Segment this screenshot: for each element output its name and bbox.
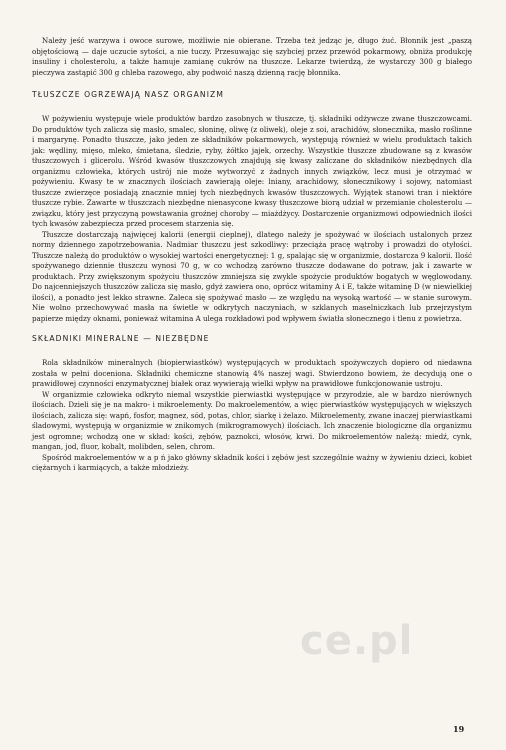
minerals-paragraph-1: Rola składników mineralnych (biopierwiastków) występujących w produktach spożywczych dopiero od niedawna została w pełni doceniona. Składniki chemiczne stanowią 4% naszej wagi. Stwierdzono bowiem, że decydują one o prawidłowej czynności enzymatycznej białek oraz wywierają wielki wpływ na prawidłowe funkcjonowanie ustroju.	[32, 358, 472, 388]
section-heading-fats: TŁUSZCZE OGRZEWAJĄ NASZ ORGANIZM	[32, 90, 224, 99]
watermark: ce.pl	[300, 618, 414, 664]
minerals-paragraph-3: Spośród makroelementów w a p ń jako główny składnik kości i zębów jest szczególnie ważny w żywieniu dzieci, kobiet ciężarnych i karmiących, a także młodzieży.	[32, 452, 472, 472]
minerals-paragraph-2: W organizmie człowieka odkryto niemal wszystkie pierwiastki występujące w przyrodzie, ale w bardzo nierównych ilościach. Dzieli się je na makro- i mikroelementy. Do makroelementów, a więc pierwiastków występujących w większych ilościach, zalicza się: wapń, fosfor, magnez, sód, potas, chlor, siarkę i żelazo. Mikroelementy, zwane inaczej pierwiastkami śladowymi, występują w organizmie w znikomych (mikrogramowych) ilościach. Ich znaczenie biologiczne dla organizmu jest ogromne; wchodzą one w skład: kości, zębów, paznokci, włosów, krwi. Do mikroelementów należą: miedź, cynk, mangan, jod, fluor, kobalt, molibden, selen, chrom.	[32, 389, 472, 451]
fats-paragraph-1: W pożywieniu występuje wiele produktów bardzo zasobnych w tłuszcze, tj. składniki odżywcze zwane tłuszczowcami. Do produktów tych zalicza się masło, smalec, słoninę, oliwę (z oliwek), oleje z soi, arachidów, słonecznika, masło roślinne i margarynę. Ponadto tłuszcze, jako jeden ze składników pokarmowych, występują również w wielu produktach takich jak: wędliny, mięso, mleko, śmietana, śledzie, ryby, żółtko jajek, orzechy. Wszystkie tłuszcze zbudowane są z kwasów tłuszczowych i glicerolu. Wśród kwasów tłuszczowych znajdują się kwasy zaliczane do składników niezbędnych dla organizmu człowieka, których ustrój nie może wytworzyć z żadnych innych związków, lecz musi je otrzymać w pożywieniu. Kwasy te w znacznych ilościach zawierają oleje: lniany, arachidowy, słonecznikowy i sojowy, natomiast tłuszcze zwierzęce posiadają znacznie mniej tych niezbędnych kwasów tłuszczowych. Wyjątek stanowi tran i niektóre tłuszcze rybie. Zawarte w tłuszczach niezbędne nienasycone kwasy tłuszczowe biorą udział w przemianie cholesterolu — związku, który jest przyczyną powstawania groźnej choroby — miażdżycy. Dostarczenie organizmowi odpowiednich ilości tych kwasów zabezpiecza przed procesem starzenia się.	[32, 114, 472, 228]
section-heading-minerals: SKŁADNIKI MINERALNE — NIEZBĘDNE	[32, 334, 210, 343]
fats-paragraph-2: Tłuszcze dostarczają najwięcej kalorii (energii cieplnej), dlatego należy je spożywać w ilościach ustalonych przez normy dziennego zapotrzebowania. Nadmiar tłuszczu jest szkodliwy: przeciąża pracę wątroby i prowadzi do otyłości. Tłuszcze należą do produktów o wysokiej wartości energetycznej: 1 g, spalając się w organizmie, dostarcza 9 kalorii. Ilość spożywanego dziennie tłuszczu wynosi 70 g, w co wchodzą zarówno tłuszcze dodawane do potraw, jak i zawarte w produktach. Przy zwiększonym spożyciu tłuszczów zmniejsza się zwykle spożycie produktów bogatych w węglowodany. Do najcenniejszych tłuszczów zalicza się masło, gdyż zawiera ono, oprócz witaminy A i E, także witaminę D (w niewielkiej ilości), a ponadto jest lekko strawne. Zaleca się spożywać masło — ze względu na wysoką wartość — w stanie surowym. Nie wolno przechowywać masła na świetle w odkrytych naczyniach, w szklanych maselniczkach lub przejrzystym papierze między oknami, ponieważ witamina A ulega rozkładowi pod wpływem światła słonecznego i tlenu z powietrza.	[32, 229, 472, 323]
page-body	[32, 36, 472, 474]
intro-paragraph: Należy jeść warzywa i owoce surowe, możliwie nie obierane. Trzeba też jedząc je, długo żuć. Błonnik jest „paszą objętościową — daje uczucie sytości, a nie tuczy. Przesuwając się szybciej przez przewód pokarmowy, obniża produkcję insuliny i cholesterolu, a także hamuje zamianę cukrów na tłuszcze. Lekarze twierdzą, że wystarczy 300 g białego pieczywa zastąpić 300 g chleba razowego, aby podwoić naszą dzienną rację błonnika.	[32, 36, 472, 77]
page-number: 19	[453, 724, 465, 734]
